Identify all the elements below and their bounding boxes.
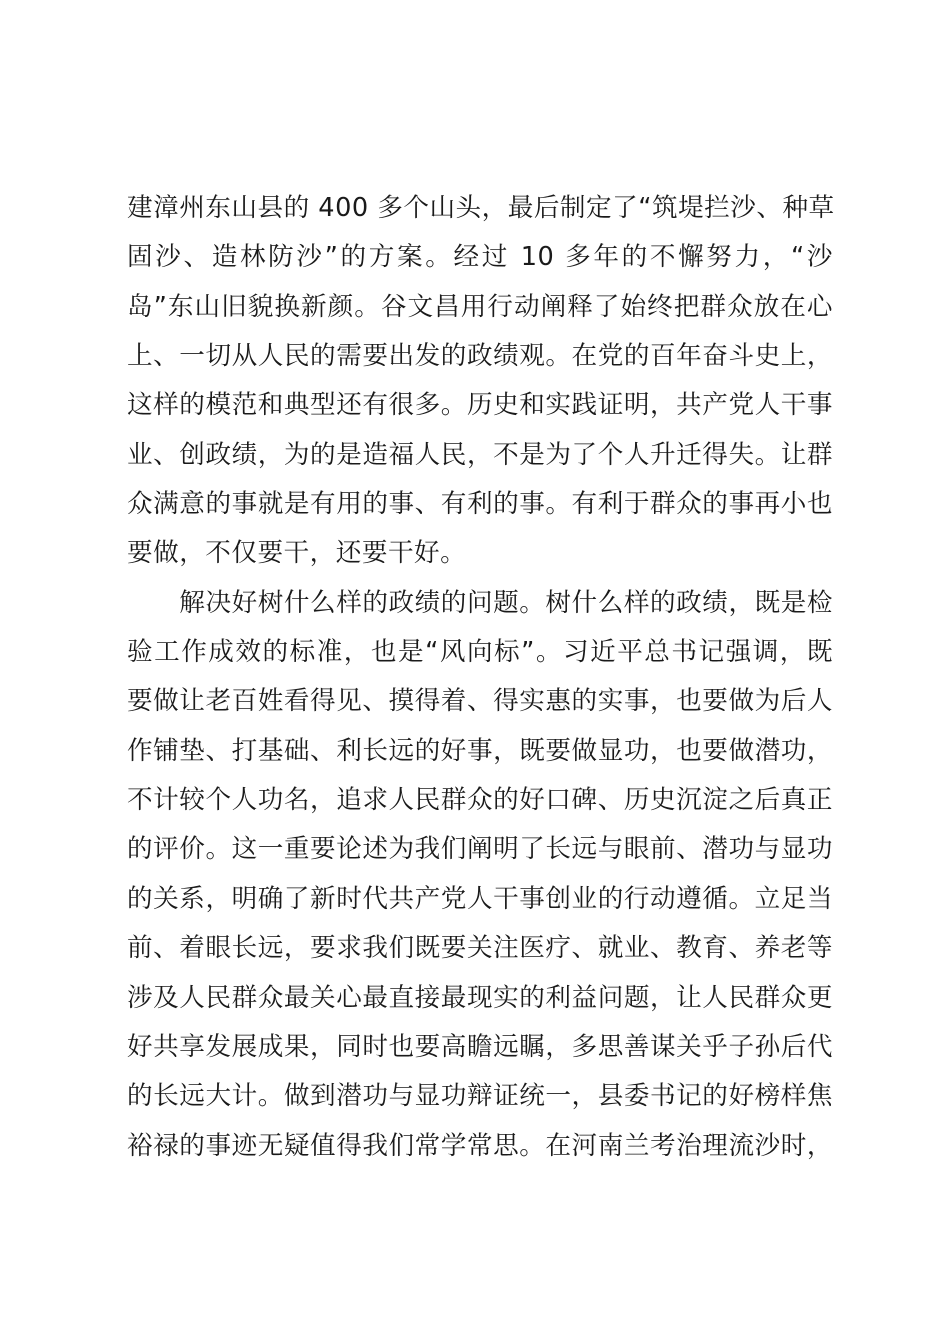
body-text (127, 184, 833, 1171)
text-line: 要做让老百姓看得见、摸得着、得实惠的实事，也要做为后人 (127, 686, 833, 717)
text-line: 作铺垫、打基础、利长远的好事，既要做显功，也要做潜功， (127, 735, 833, 766)
text-line: 裕禄的事迹无疑值得我们常学常思。在河南兰考治理流沙时， (127, 1130, 833, 1161)
text-line: 的长远大计。做到潜功与显功辩证统一，县委书记的好榜样焦 (127, 1081, 833, 1112)
text-line: 业、创政绩，为的是造福人民，不是为了个人升迁得失。让群 (127, 439, 833, 470)
paragraph-1 (127, 184, 833, 579)
paragraph-2 (127, 579, 833, 1171)
text-line: 前、着眼长远，要求我们既要关注医疗、就业、教育、养老等 (127, 933, 833, 964)
text-line: 岛”东山旧貌换新颜。谷文昌用行动阐释了始终把群众放在心 (127, 291, 833, 322)
text-line: 不计较个人功名，追求人民群众的好口碑、历史沉淀之后真正 (127, 785, 833, 816)
text-line: 建漳州东山县的 400 多个山头，最后制定了“筑堤拦沙、种草 (127, 193, 835, 223)
text-line: 固沙、造林防沙”的方案。经过 10 多年的不懈努力，“沙 (127, 242, 833, 273)
text-line: 的评价。这一重要论述为我们阐明了长远与眼前、潜功与显功 (127, 834, 833, 865)
text-line: 验工作成效的标准，也是“风向标”。习近平总书记强调，既 (127, 637, 833, 668)
text-line: 这样的模范和典型还有很多。历史和实践证明，共产党人干事 (127, 390, 833, 421)
text-line: 涉及人民群众最关心最直接最现实的利益问题，让人民群众更 (127, 982, 833, 1013)
text-line: 的关系，明确了新时代共产党人干事创业的行动遵循。立足当 (127, 883, 833, 914)
text-line: 要做，不仅要干，还要干好。 (127, 538, 467, 569)
text-line: 好共享发展成果，同时也要高瞻远瞩，多思善谋关乎子孙后代 (127, 1031, 833, 1062)
text-line: 解决好树什么样的政绩的问题。树什么样的政绩，既是检 (127, 587, 833, 618)
text-line: 众满意的事就是有用的事、有利的事。有利于群众的事再小也 (127, 489, 833, 520)
text-line: 上、一切从人民的需要出发的政绩观。在党的百年奋斗史上， (127, 341, 833, 372)
